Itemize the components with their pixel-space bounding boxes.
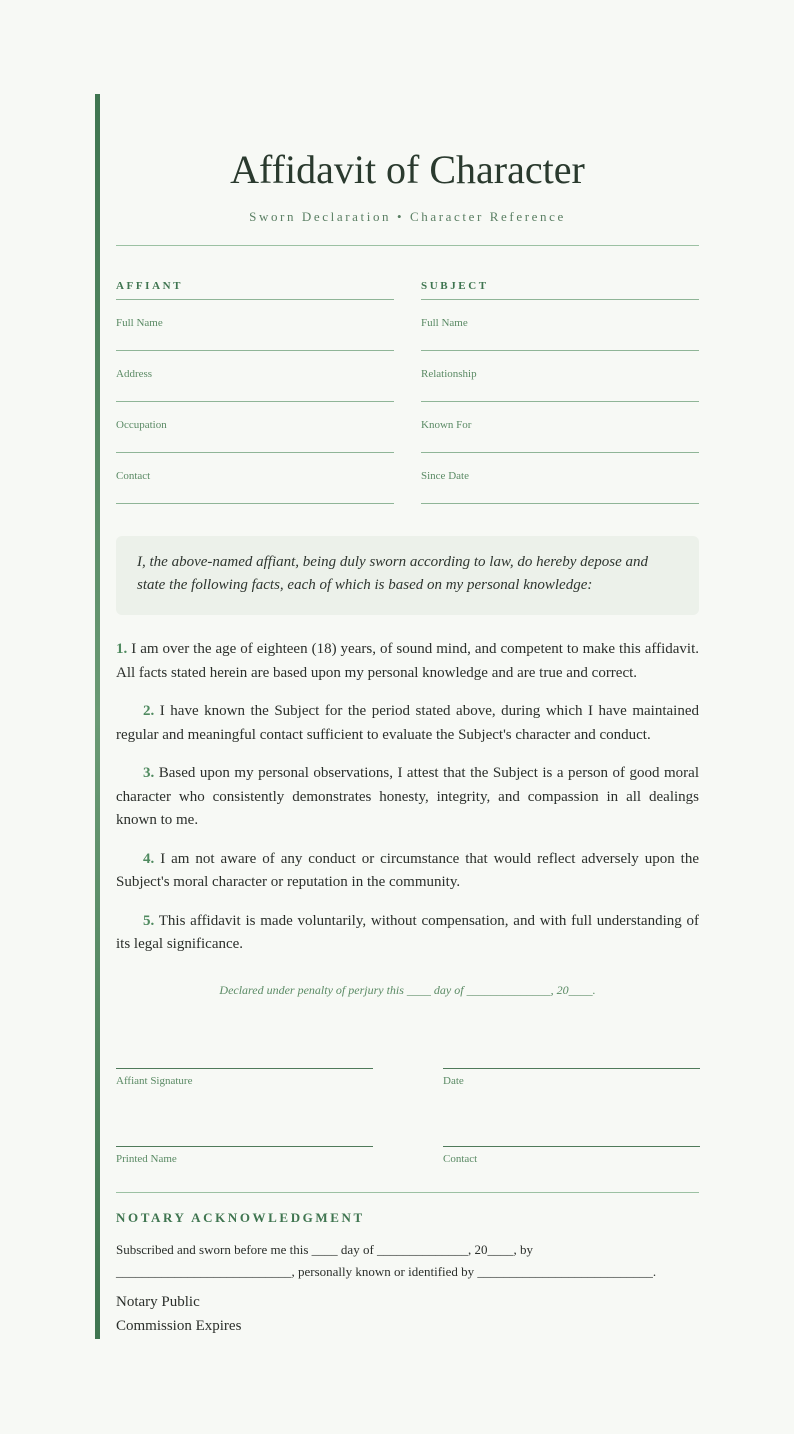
signature-label: Printed Name: [116, 1153, 177, 1165]
clause-5: [116, 910, 699, 957]
contact-block[interactable]: [443, 1146, 700, 1165]
signature-label: Affiant Signature: [116, 1075, 193, 1087]
clause-text: I am over the age of eighteen (18) years, of sound mind, and competent to make this affidavit. All facts stated herein are based upon my personal knowledge and are true and correct.: [116, 641, 700, 681]
affiant-occupation-field[interactable]: [116, 402, 394, 453]
field-label: Full Name: [421, 317, 468, 329]
accent-bar: [95, 94, 100, 1339]
subject-known-for-field[interactable]: [421, 402, 699, 453]
affiant-heading: AFFIANT: [116, 278, 394, 300]
signature-label: Contact: [443, 1153, 478, 1165]
field-label: Contact: [116, 470, 151, 482]
clauses-list: [116, 638, 699, 972]
document-subtitle: Sworn Declaration • Character Reference: [249, 209, 566, 224]
clause-3: [116, 762, 699, 833]
clause-number: 4.: [143, 850, 155, 867]
affiant-contact-field[interactable]: [116, 453, 394, 504]
subject-heading: SUBJECT: [421, 278, 699, 300]
clause-1: [116, 638, 699, 685]
field-label: Address: [116, 368, 153, 380]
signature-line: [443, 1146, 700, 1147]
notary-public-label: Notary Public: [116, 1294, 200, 1310]
subject-relationship-field[interactable]: [421, 351, 699, 402]
document-title: Affidavit of Character: [230, 147, 585, 192]
notary-line-2: ___________________________, personally known or identified by ___________________________.: [116, 1264, 657, 1279]
affiant-signature-block[interactable]: [116, 1068, 373, 1087]
notary-line-1: Subscribed and sworn before me this ____ day of ______________, 20____, by: [116, 1242, 534, 1257]
commission-expires-label: Commission Expires: [116, 1318, 242, 1334]
affiant-section: [116, 278, 394, 504]
subject-full-name-field[interactable]: [421, 300, 699, 351]
signature-label: Date: [443, 1075, 464, 1087]
affiant-full-name-field[interactable]: [116, 300, 394, 351]
clause-number: 2.: [143, 703, 155, 719]
clause-number: 5.: [143, 912, 155, 929]
clause-text: I have known the Subject for the period stated above, during which I have maintained regular and meaningful contact sufficient to evaluate the Subject's character and conduct.: [116, 703, 699, 743]
subject-section: [421, 278, 699, 504]
header-divider: [116, 245, 699, 246]
field-label: Since Date: [421, 470, 469, 482]
field-label: Full Name: [116, 317, 163, 329]
field-label: Occupation: [116, 419, 167, 431]
clause-number: 3.: [143, 765, 155, 781]
clause-4: [116, 848, 699, 895]
oath-statement: I, the above-named affiant, being duly sworn according to law, do hereby depose and state the following facts, each of which is based on my personal knowledge:: [116, 536, 699, 615]
clause-number: 1.: [116, 641, 128, 657]
clause-text: I am not aware of any conduct or circumstance that would reflect adversely upon the Subject's moral character or reputation in the community.: [116, 850, 700, 890]
clause-2: [116, 700, 699, 747]
signature-line: [116, 1146, 373, 1147]
field-label: Relationship: [421, 368, 477, 380]
notary-heading: NOTARY ACKNOWLEDGMENT: [116, 1210, 365, 1225]
signature-line: [443, 1068, 700, 1069]
subject-since-date-field[interactable]: [421, 453, 699, 504]
printed-name-block[interactable]: [116, 1146, 373, 1165]
clause-text: This affidavit is made voluntarily, without compensation, and with full understanding of its legal significance.: [116, 912, 699, 952]
notary-divider: [116, 1192, 699, 1193]
affiant-address-field[interactable]: [116, 351, 394, 402]
signature-line: [116, 1068, 373, 1069]
notary-text: [116, 1239, 699, 1283]
field-label: Known For: [421, 419, 472, 431]
date-block[interactable]: [443, 1068, 700, 1087]
perjury-declaration: Declared under penalty of perjury this ____ day of ______________, 20____.: [219, 983, 596, 997]
clause-text: Based upon my personal observations, I attest that the Subject is a person of good moral character who consistently demonstrates honesty, integrity, and compassion in all dealings known to me.: [116, 765, 699, 828]
